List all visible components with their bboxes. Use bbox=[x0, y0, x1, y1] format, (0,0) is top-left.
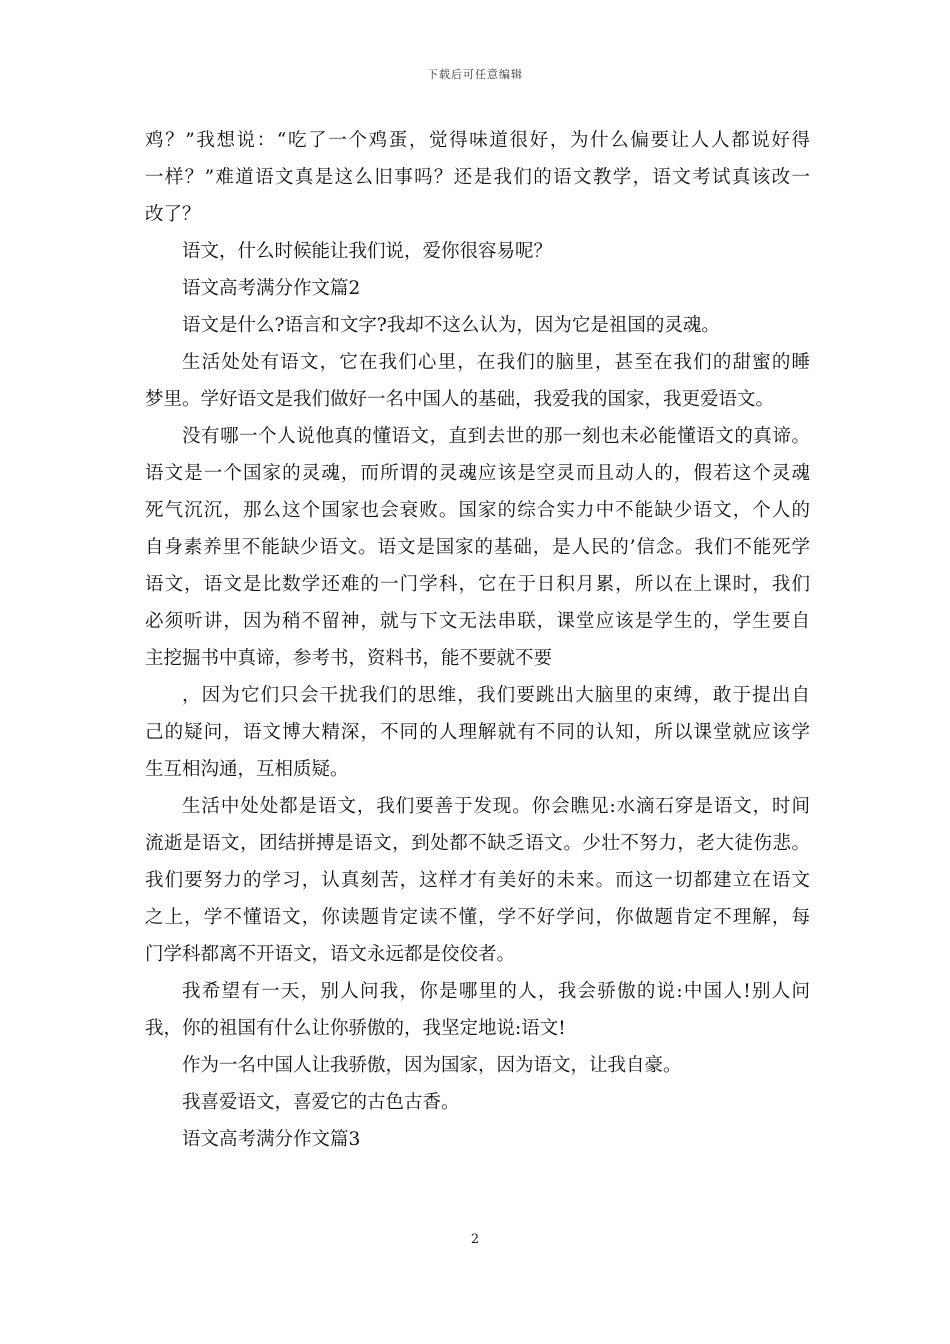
text-line: 死气沉沉，那么这个国家也会衰败。国家的综合实力中不能缺少语文，个人的 bbox=[145, 500, 810, 521]
text-line: 语文是一个国家的灵魂，而所谓的灵魂应该是空灵而且动人的，假若这个灵魂 bbox=[145, 463, 810, 484]
text-line: 己的疑问，语文博大精深，不同的人理解就有不同的认知，所以课堂就应该学 bbox=[145, 722, 810, 743]
text-line: 作为一名中国人让我骄傲，因为国家，因为语文，让我自豪。 bbox=[182, 1055, 682, 1076]
text-line: 梦里。学好语文是我们做好一名中国人的基础，我爱我的国家，我更爱语文。 bbox=[145, 389, 775, 410]
text-line: 改了？ bbox=[145, 204, 201, 225]
text-line: 语文，语文是比数学还难的一门学科，它在于日积月累，所以在上课时，我们 bbox=[145, 574, 810, 595]
text-line: 语文，什么时候能让我们说，爱你很容易呢？ bbox=[182, 241, 553, 262]
text-line: 主挖掘书中真谛，参考书，资料书，能不要就不要 bbox=[145, 648, 553, 669]
text-line: 流逝是语文，团结拼搏是语文，到处都不缺乏语文。少壮不努力，老大徒伤悲。 bbox=[145, 833, 810, 854]
text-line: 生活中处处都是语文，我们要善于发现。你会瞧见:水滴石穿是语文，时间 bbox=[182, 796, 810, 817]
text-line: 我，你的祖国有什么让你骄傲的，我坚定地说:语文! bbox=[145, 1018, 566, 1039]
text-line: 之上，学不懂语文，你读题肯定读不懂，学不好学问，你做题肯定不理解，每 bbox=[145, 907, 810, 928]
text-line: 一样？”难道语文真是这么旧事吗？还是我们的语文教学，语文考试真该改一 bbox=[145, 167, 810, 188]
text-line: 我喜爱语文，喜爱它的古色古香。 bbox=[182, 1092, 460, 1113]
text-line: 语文高考满分作文篇2 bbox=[182, 278, 361, 299]
text-line: 语文高考满分作文篇3 bbox=[182, 1129, 361, 1150]
text-line: 鸡？”我想说：“吃了一个鸡蛋，觉得味道很好，为什么偏要让人人都说好得 bbox=[145, 130, 810, 151]
page-number: 2 bbox=[470, 1232, 480, 1247]
document-body bbox=[145, 122, 810, 1158]
text-line: 没有哪一个人说他真的懂语文，直到去世的那一刻也未必能懂语文的真谛。 bbox=[182, 426, 810, 447]
text-line: 生互相沟通，互相质疑。 bbox=[145, 759, 349, 780]
text-line: 我希望有一天，别人问我，你是哪里的人，我会骄傲的说:中国人!别人问 bbox=[182, 981, 810, 1002]
text-line: 门学科都离不开语文，语文永远都是佼佼者。 bbox=[145, 944, 516, 965]
text-line: 我们要努力的学习，认真刻苦，这样才有美好的未来。而这一切都建立在语文 bbox=[145, 870, 810, 891]
page-header: 下载后可任意编辑 bbox=[427, 68, 523, 81]
text-line: 自身素养里不能缺少语文。语文是国家的基础，是人民的’信念。我们不能死学 bbox=[145, 537, 810, 558]
text-line: ，因为它们只会干扰我们的思维，我们要跳出大脑里的束缚，敢于提出自 bbox=[182, 685, 810, 706]
text-line: 语文是什么?语言和文字?我却不这么认为，因为它是祖国的灵魂。 bbox=[182, 315, 720, 336]
text-line: 生活处处有语文，它在我们心里，在我们的脑里，甚至在我们的甜蜜的睡 bbox=[182, 352, 810, 373]
text-line: 必须听讲，因为稍不留神，就与下文无法串联，课堂应该是学生的，学生要自 bbox=[145, 611, 810, 632]
